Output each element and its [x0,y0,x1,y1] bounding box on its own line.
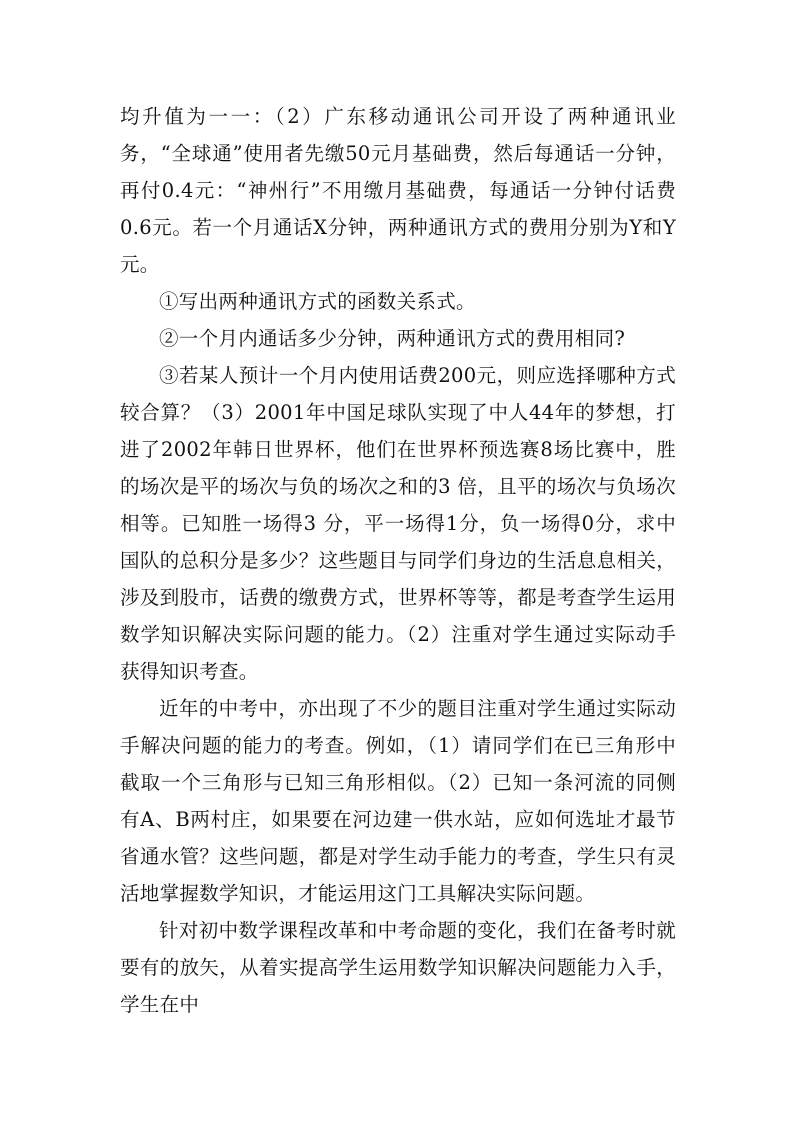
paragraph-exam-preparation: 针对初中数学课程改革和中考命题的变化，我们在备考时就要有的放矢，从着实提高学生运用数学知识解决问题能力入手，学生在中 [120,919,676,1016]
paragraph-mobile-billing: 均升值为一一：（2）广东移动通讯公司开设了两种通讯业务，“全球通”使用者先缴50元月基础费，然后每通话一分钟，再付0.4元：“神州行”不用缴月基础费，每通话一分钟付话费0.6元。若一个月通话X分钟，两种通讯方式的费用分别为Y和Y元。 [120,105,676,276]
paragraph-hands-on-ability: 近年的中考中，亦出现了不少的题目注重对学生通过实际动手解决问题的能力的考查。例如，（1）请同学们在已三角形中截取一个三角形与已知三角形相似。（2）已知一条河流的同侧有A、B两村庄，如果要在河边建一供水站，应如何选址才最节省通水管？这些问题，都是对学生动手能力的考查，学生只有灵活地掌握数学知识，才能运用这门工具解决实际问题。 [120,697,676,905]
paragraph-item-2: ②一个月内通话多少分钟，两种通讯方式的费用相同? [159,327,626,350]
paragraph-item-1: ①写出两种通讯方式的函数关系式。 [159,290,476,313]
paragraph-item-3-football: ③若某人预计一个月内使用话费200元，则应选择哪种方式较合算？（3）2001年中国足球队实现了中人44年的梦想，打进了2002年韩日世界杯，他们在世界杯预选赛8场比赛中，胜的场次是平的场次与负的场次之和的3 倍，且平的场次与负场次相等。已知胜一场得3 分，平一场得1分，负一场得0分，求中国队的总积分是多少？这些题目与同学们身边的生活息息相关，涉及到股市，话费的缴费方式，世界杯等等，都是考查学生运用数学知识解决实际问题的能力。（2）注重对学生通过实际动手获得知识考查。 [120,364,676,683]
document-body [120,98,676,1023]
